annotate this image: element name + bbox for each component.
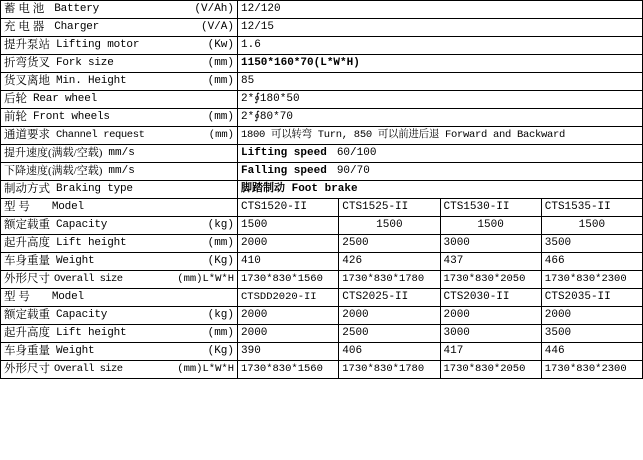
row-label-overall-size-2	[1, 361, 238, 379]
row-label-overall-size-1	[1, 271, 238, 289]
table-cell: 466	[541, 253, 642, 271]
row-label-min-height	[1, 73, 238, 91]
row-label-falling-speed	[1, 163, 238, 181]
table-row	[1, 73, 643, 91]
label-cn: 提升速度(满载/空载)	[4, 147, 103, 159]
table-cell: 1500	[440, 217, 541, 235]
table-cell: 2000	[238, 325, 339, 343]
label-cn: 货叉离地	[4, 75, 50, 87]
table-row	[1, 181, 643, 199]
table-cell: 406	[339, 343, 440, 361]
label-cn: 额定载重	[4, 309, 50, 321]
label-en: Fork size	[56, 57, 114, 69]
label-en: Rear wheel	[33, 93, 98, 105]
table-row	[1, 343, 643, 361]
label-en: Overall size	[54, 363, 123, 375]
table-cell: 417	[440, 343, 541, 361]
label-unit: (mm)	[207, 75, 234, 87]
row-label-lift-height-1	[1, 235, 238, 253]
row-value-rear-wheel: 2*∮180*50	[238, 91, 643, 109]
row-value-braking-type: 脚踏制动 Foot brake	[238, 181, 643, 199]
table-row	[1, 19, 643, 37]
label-unit: mm/s	[108, 147, 135, 159]
row-value-lifting-speed	[238, 145, 643, 163]
table-row-model-header-1	[1, 199, 643, 217]
label-unit: (mm)L*W*H	[177, 363, 234, 375]
table-cell: 390	[238, 343, 339, 361]
lifting-speed-value: 60/100	[336, 147, 377, 159]
row-label-lifting-speed	[1, 145, 238, 163]
table-row	[1, 91, 643, 109]
label-unit: (mm)	[207, 237, 234, 249]
label-en: Braking type	[56, 183, 133, 195]
row-value-lifting-motor: 1.6	[238, 37, 643, 55]
row-label-rear-wheel	[1, 91, 238, 109]
table-cell: 1500	[238, 217, 339, 235]
table-row	[1, 235, 643, 253]
row-value-fork-size: 1150*160*70(L*W*H)	[238, 55, 643, 73]
label-cn: 车身重量	[4, 255, 50, 267]
table-cell: 1730*830*2300	[541, 361, 642, 379]
label-cn: 型 号	[4, 201, 30, 213]
label-en: Lifting motor	[56, 39, 140, 51]
row-label-capacity-1	[1, 217, 238, 235]
row-value-charger: 12/15	[238, 19, 643, 37]
model-name-cell: CTS1525-II	[339, 199, 440, 217]
row-label-model-1	[1, 199, 238, 217]
table-row-model-header-2	[1, 289, 643, 307]
table-cell: 2000	[541, 307, 642, 325]
table-cell: 3500	[541, 325, 642, 343]
table-cell: 1730*830*2050	[440, 271, 541, 289]
label-en: Lift height	[56, 327, 127, 339]
row-label-weight-1	[1, 253, 238, 271]
row-label-battery	[1, 1, 238, 19]
row-value-battery: 12/120	[238, 1, 643, 19]
table-cell: 2500	[339, 235, 440, 253]
label-en: Channel request	[56, 129, 145, 141]
label-en: Model	[51, 201, 84, 213]
table-cell: 2000	[339, 307, 440, 325]
falling-speed-name: Falling speed	[241, 165, 327, 177]
table-cell: 1500	[339, 217, 440, 235]
label-en: Model	[51, 291, 84, 303]
model-name-cell: CTS1530-II	[440, 199, 541, 217]
table-row	[1, 1, 643, 19]
table-cell: 2000	[238, 307, 339, 325]
row-label-lifting-motor	[1, 37, 238, 55]
table-cell: 1730*830*2300	[541, 271, 642, 289]
label-cn: 提升泵站	[4, 39, 50, 51]
table-cell: 1730*830*2050	[440, 361, 541, 379]
row-label-lift-height-2	[1, 325, 238, 343]
label-en: Capacity	[56, 309, 108, 321]
table-row	[1, 325, 643, 343]
label-unit: (V/Ah)	[194, 3, 234, 15]
table-cell: 1730*830*1560	[238, 271, 339, 289]
label-cn: 充 电 器	[4, 21, 45, 33]
label-cn: 额定载重	[4, 219, 50, 231]
table-cell: 2000	[238, 235, 339, 253]
table-row	[1, 163, 643, 181]
label-cn: 下降速度(满载/空载)	[4, 165, 103, 177]
table-cell: 446	[541, 343, 642, 361]
table-cell: 3500	[541, 235, 642, 253]
label-en: Weight	[56, 255, 95, 267]
falling-speed-value: 90/70	[336, 165, 370, 177]
label-unit: (Kg)	[207, 255, 234, 267]
label-unit: (mm)	[207, 327, 234, 339]
label-cn: 型 号	[4, 291, 30, 303]
label-cn: 外形尺寸	[4, 363, 50, 375]
model-name-cell: CTS1535-II	[541, 199, 642, 217]
table-cell: 2000	[440, 307, 541, 325]
label-cn: 起升高度	[4, 327, 50, 339]
label-en: Front wheels	[33, 111, 110, 123]
table-row	[1, 127, 643, 145]
table-row	[1, 55, 643, 73]
label-cn: 起升高度	[4, 237, 50, 249]
model-name-cell: CTS2030-II	[440, 289, 541, 307]
label-unit: mm/s	[108, 165, 135, 177]
label-en: Battery	[54, 3, 100, 15]
table-row	[1, 217, 643, 235]
row-value-min-height: 85	[238, 73, 643, 91]
label-unit: (V/A)	[200, 21, 234, 33]
table-row	[1, 145, 643, 163]
table-body	[1, 1, 643, 379]
label-unit: (Kw)	[207, 39, 234, 51]
label-cn: 后轮	[4, 93, 27, 105]
lifting-speed-name: Lifting speed	[241, 147, 327, 159]
row-label-model-2	[1, 289, 238, 307]
label-cn: 蓄 电 池	[4, 3, 45, 15]
row-label-capacity-2	[1, 307, 238, 325]
table-row	[1, 37, 643, 55]
row-value-front-wheels: 2*∮80*70	[238, 109, 643, 127]
row-value-channel-request: 1800 可以转弯 Turn, 850 可以前进后退 Forward and Backward	[238, 127, 643, 145]
label-cn: 折弯货叉	[4, 57, 50, 69]
label-unit: (mm)	[207, 111, 234, 123]
model-name-cell: CTS2035-II	[541, 289, 642, 307]
label-cn: 车身重量	[4, 345, 50, 357]
model-name-cell: CTSDD2020-II	[238, 289, 339, 307]
row-label-front-wheels	[1, 109, 238, 127]
label-en: Overall size	[54, 273, 123, 285]
row-label-fork-size	[1, 55, 238, 73]
label-cn: 外形尺寸	[4, 273, 50, 285]
table-row	[1, 361, 643, 379]
model-name-cell: CTS2025-II	[339, 289, 440, 307]
label-unit: (kg)	[207, 219, 234, 231]
row-label-channel-request	[1, 127, 238, 145]
table-cell: 1730*830*1780	[339, 271, 440, 289]
table-row	[1, 307, 643, 325]
row-value-falling-speed	[238, 163, 643, 181]
table-row	[1, 271, 643, 289]
table-cell: 410	[238, 253, 339, 271]
table-cell: 426	[339, 253, 440, 271]
table-cell: 2500	[339, 325, 440, 343]
label-en: Charger	[54, 21, 100, 33]
model-name-cell: CTS1520-II	[238, 199, 339, 217]
row-label-weight-2	[1, 343, 238, 361]
label-cn: 前轮	[4, 111, 27, 123]
row-label-charger	[1, 19, 238, 37]
label-en: Weight	[56, 345, 95, 357]
label-unit: (kg)	[207, 309, 234, 321]
label-unit: (Kg)	[207, 345, 234, 357]
table-row	[1, 253, 643, 271]
table-row	[1, 109, 643, 127]
label-en: Min. Height	[56, 75, 127, 87]
table-cell: 1730*830*1560	[238, 361, 339, 379]
table-cell: 3000	[440, 235, 541, 253]
label-unit: (mm)L*W*H	[177, 273, 234, 285]
label-unit: (mm)	[208, 129, 234, 141]
table-cell: 1500	[541, 217, 642, 235]
table-cell: 1730*830*1780	[339, 361, 440, 379]
row-label-braking-type	[1, 181, 238, 199]
table-cell: 3000	[440, 325, 541, 343]
label-unit: (mm)	[207, 57, 234, 69]
label-en: Capacity	[56, 219, 108, 231]
table-cell: 437	[440, 253, 541, 271]
label-cn: 制动方式	[4, 183, 50, 195]
label-en: Lift height	[56, 237, 127, 249]
label-cn: 通道要求	[4, 129, 50, 141]
